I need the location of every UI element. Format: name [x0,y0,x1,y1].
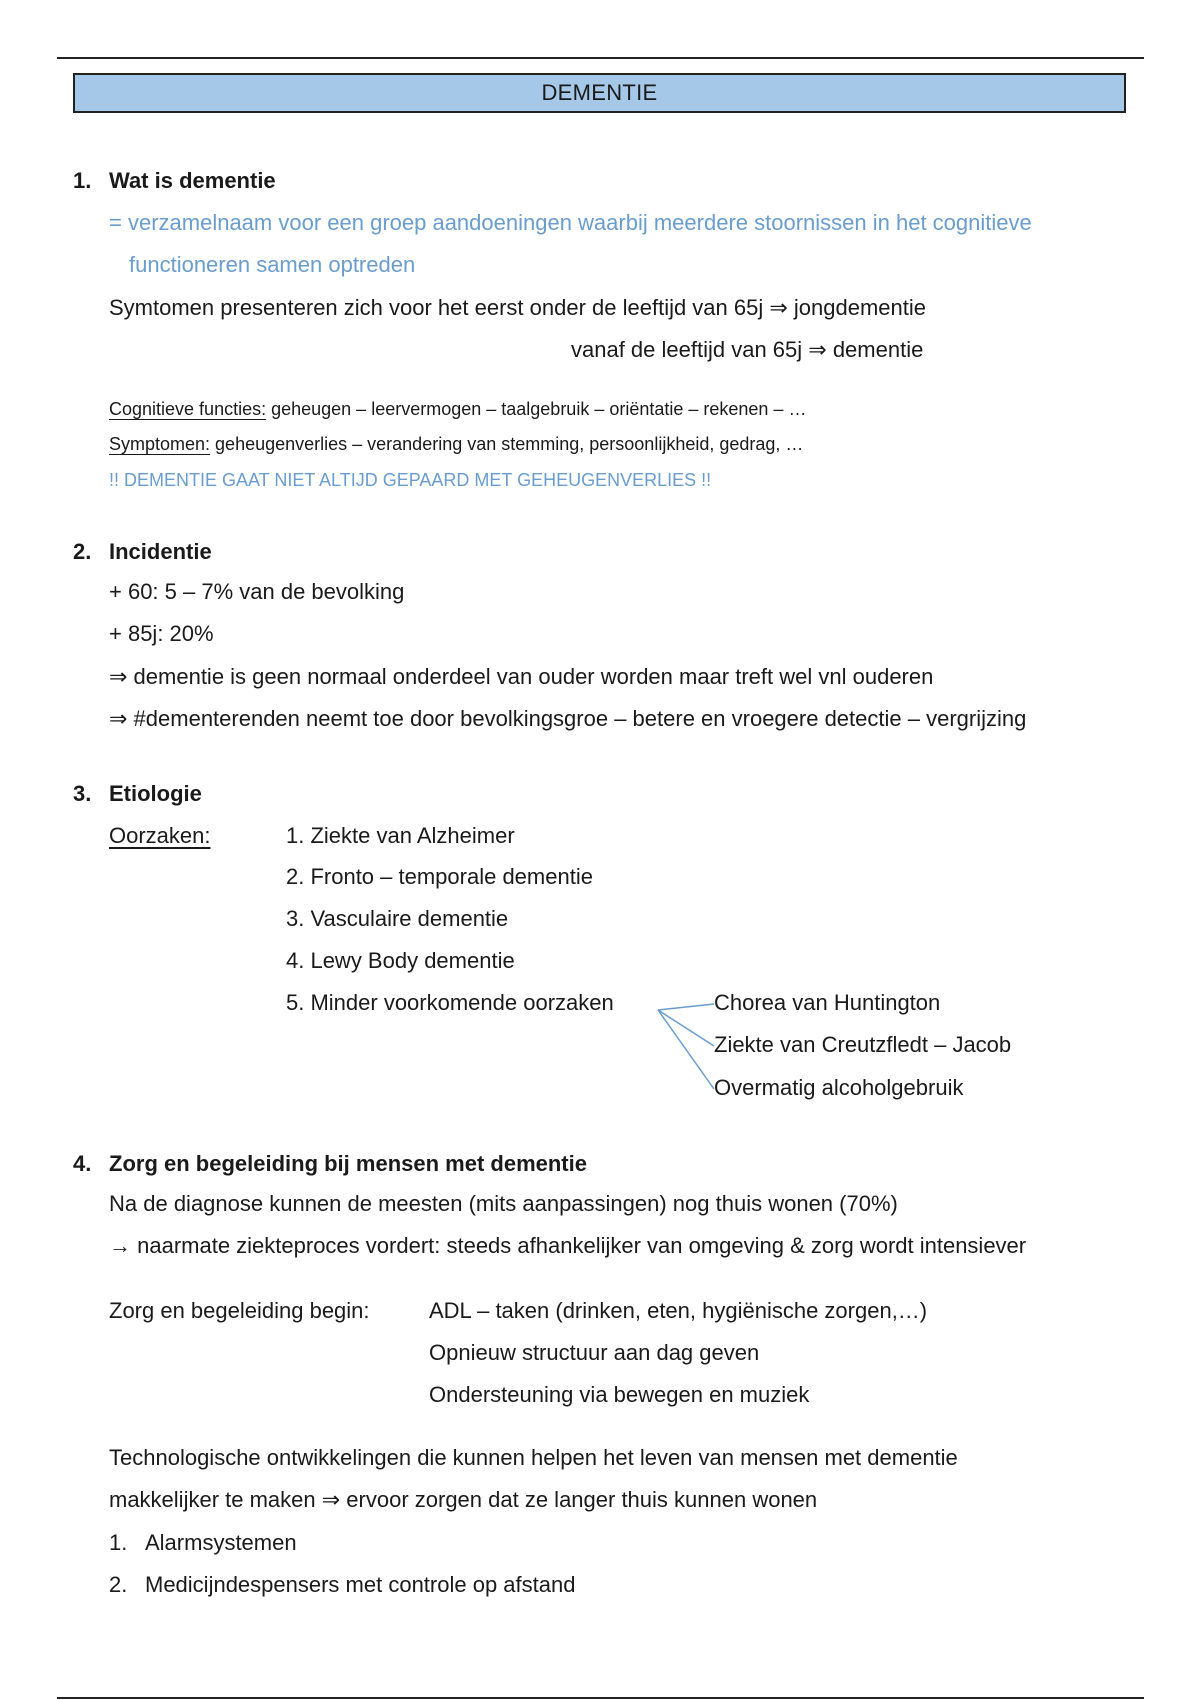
causes-label: Oorzaken: [109,823,211,848]
incidence-line-4: ⇒ #dementerenden neemt toe door bevolkingsgroe – betere en vroegere detectie – vergrijzing [109,706,1027,731]
section-4-heading: Zorg en begeleiding bij mensen met dementie [109,1151,587,1176]
cause-item: 2. Fronto – temporale dementie [286,864,593,889]
symptoms-text: geheugenverlies – verandering van stemming, persoonlijkheid, gedrag, … [210,434,804,454]
technology-item-number: 2. [109,1572,128,1597]
symptoms-onset-line-1: Symtomen presenteren zich voor het eerst onder de leeftijd van 65j ⇒ jongdementie [109,295,927,320]
section-4-number: 4. [73,1151,92,1176]
section-3-heading: Etiologie [109,781,202,806]
technology-item: Alarmsystemen [145,1530,297,1555]
bottom-rule [57,1697,1144,1699]
section-3-number: 3. [73,781,92,806]
connector-line [658,1004,714,1010]
rare-cause-item: Ziekte van Creutzfledt – Jacob [714,1032,1012,1057]
care-begin-label: Zorg en begeleiding begin: [109,1298,370,1323]
cause-item: 1. Ziekte van Alzheimer [286,823,515,848]
care-line-1: Na de diagnose kunnen de meesten (mits aanpassingen) nog thuis wonen (70%) [109,1191,898,1216]
symptoms-line [109,430,803,458]
care-line-2: → naarmate ziekteproces vordert: steeds afhankelijker van omgeving & zorg wordt intensiever [109,1233,1027,1258]
incidence-line-2: + 85j: 20% [109,621,214,646]
technology-line-1: Technologische ontwikkelingen die kunnen helpen het leven van mensen met dementie [109,1445,958,1470]
definition-line-1: = verzamelnaam voor een groep aandoeningen waarbij meerdere stoornissen in het cognitieve [109,210,1032,235]
cognitive-functions-line [109,395,806,423]
section-2-number: 2. [73,539,92,564]
technology-item: Medicijndespensers met controle op afstand [145,1572,576,1597]
technology-item-number: 1. [109,1530,128,1555]
care-item: Ondersteuning via bewegen en muziek [429,1382,810,1407]
care-item: ADL – taken (drinken, eten, hygiënische zorgen,…) [429,1298,928,1323]
cause-item: 4. Lewy Body dementie [286,948,515,973]
rare-cause-item: Chorea van Huntington [714,990,941,1015]
connector-line [658,1010,714,1046]
connector-line [658,1010,714,1089]
section-1-number: 1. [73,168,92,193]
cause-item: 3. Vasculaire dementie [286,906,509,931]
symptoms-onset-line-2: vanaf de leeftijd van 65j ⇒ dementie [571,337,924,362]
memory-loss-warning: !! DEMENTIE GAAT NIET ALTIJD GEPAARD MET GEHEUGENVERLIES !! [109,470,712,490]
rare-cause-item: Overmatig alcoholgebruik [714,1075,964,1100]
cognitive-functions-text: geheugen – leervermogen – taalgebruik – oriëntatie – rekenen – … [266,399,807,419]
section-2-heading: Incidentie [109,539,212,564]
definition-line-2: functioneren samen optreden [129,252,416,277]
technology-line-2: makkelijker te maken ⇒ ervoor zorgen dat ze langer thuis kunnen wonen [109,1487,818,1512]
cognitive-functions-label: Cognitieve functies: [109,399,267,419]
incidence-line-3: ⇒ dementie is geen normaal onderdeel van ouder worden maar treft wel vnl ouderen [109,664,934,689]
cause-item: 5. Minder voorkomende oorzaken [286,990,614,1015]
care-item: Opnieuw structuur aan dag geven [429,1340,760,1365]
incidence-line-1: + 60: 5 – 7% van de bevolking [109,579,405,604]
top-rule [57,57,1144,59]
symptoms-label: Symptomen: [109,434,211,454]
section-1-heading: Wat is dementie [109,168,276,193]
page-title: DEMENTIE [73,73,1126,113]
